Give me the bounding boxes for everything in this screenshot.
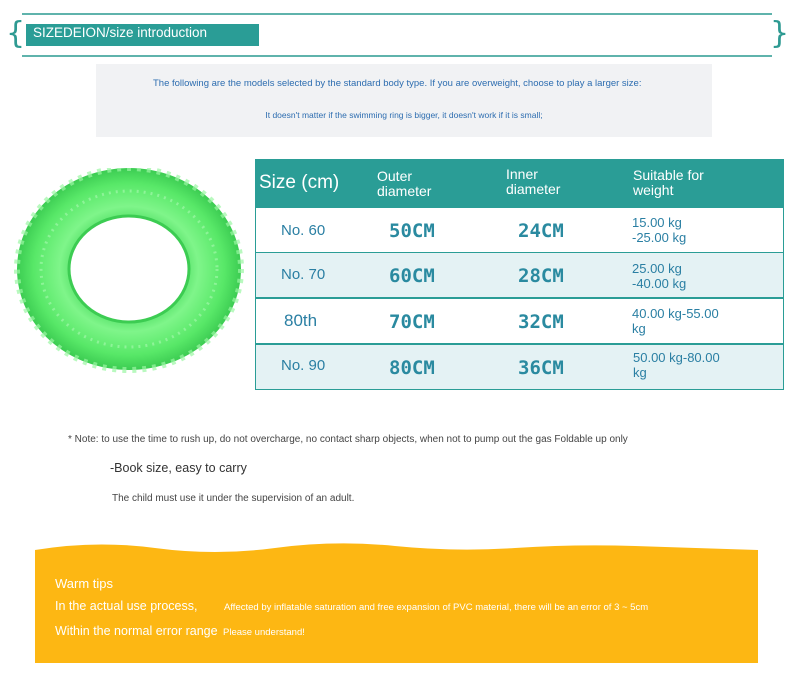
- intro-line-2: It doesn't matter if the swimming ring is bigger, it doesn't work if it is small;: [265, 110, 543, 120]
- table-row: [255, 298, 784, 344]
- row-inner: 28CM: [518, 265, 564, 287]
- intro-box: [96, 64, 712, 137]
- row-weight: 15.00 kg -25.00 kg: [632, 215, 687, 245]
- warm-tips-banner: [35, 540, 758, 663]
- row-size: No. 60: [281, 222, 326, 239]
- header-bottom-line: [22, 55, 772, 57]
- table-header: [255, 159, 784, 207]
- header-top-line: [22, 13, 772, 15]
- row-weight: 40.00 kg-55.00 kg: [632, 306, 719, 336]
- tips-line-1-small: Affected by inflatable saturation and free expansion of PVC material, there will be an error of 3 ~ 5cm: [224, 602, 649, 613]
- size-table: [255, 159, 784, 391]
- header-outer-diameter: Outer diameter: [377, 168, 432, 199]
- table-row: [255, 344, 784, 390]
- swim-ring-image: [12, 168, 246, 378]
- row-weight: 25.00 kg -40.00 kg: [632, 261, 687, 291]
- left-brace-decoration: {: [6, 16, 26, 51]
- header-inner-diameter: Inner diameter: [506, 166, 561, 197]
- row-outer: 70CM: [389, 311, 435, 333]
- note-line-2: -Book size, easy to carry: [110, 461, 247, 475]
- row-outer: 50CM: [389, 220, 435, 242]
- swim-ring-icon: [12, 168, 246, 378]
- note-line-3: The child must use it under the supervision of an adult.: [112, 493, 355, 504]
- right-brace-decoration: }: [770, 16, 790, 51]
- row-weight: 50.00 kg-80.00 kg: [633, 350, 720, 380]
- table-row: [255, 207, 784, 253]
- section-title: SIZEDEION/size introduction: [26, 24, 259, 46]
- tips-line-2-small: Please understand!: [223, 627, 305, 638]
- intro-line-1: The following are the models selected by the standard body type. If you are overweight, choose to play a larger size:: [153, 78, 642, 89]
- header-weight: Suitable for weight: [633, 167, 704, 198]
- tips-title: Warm tips: [55, 576, 114, 591]
- table-row: [255, 252, 784, 298]
- row-outer: 60CM: [389, 265, 435, 287]
- row-inner: 36CM: [518, 357, 564, 379]
- note-line-1: * Note: to use the time to rush up, do not overcharge, no contact sharp objects, when not to pump out the gas Foldable up only: [68, 434, 628, 445]
- row-outer: 80CM: [389, 357, 435, 379]
- row-inner: 24CM: [518, 220, 564, 242]
- row-size: 80th: [284, 311, 318, 330]
- row-size: No. 90: [281, 357, 326, 374]
- tips-line-1-main: In the actual use process,: [55, 599, 198, 613]
- row-inner: 32CM: [518, 311, 564, 333]
- header-size: Size (cm): [259, 172, 340, 193]
- tips-line-2-main: Within the normal error range: [55, 624, 218, 638]
- row-size: No. 70: [281, 266, 326, 283]
